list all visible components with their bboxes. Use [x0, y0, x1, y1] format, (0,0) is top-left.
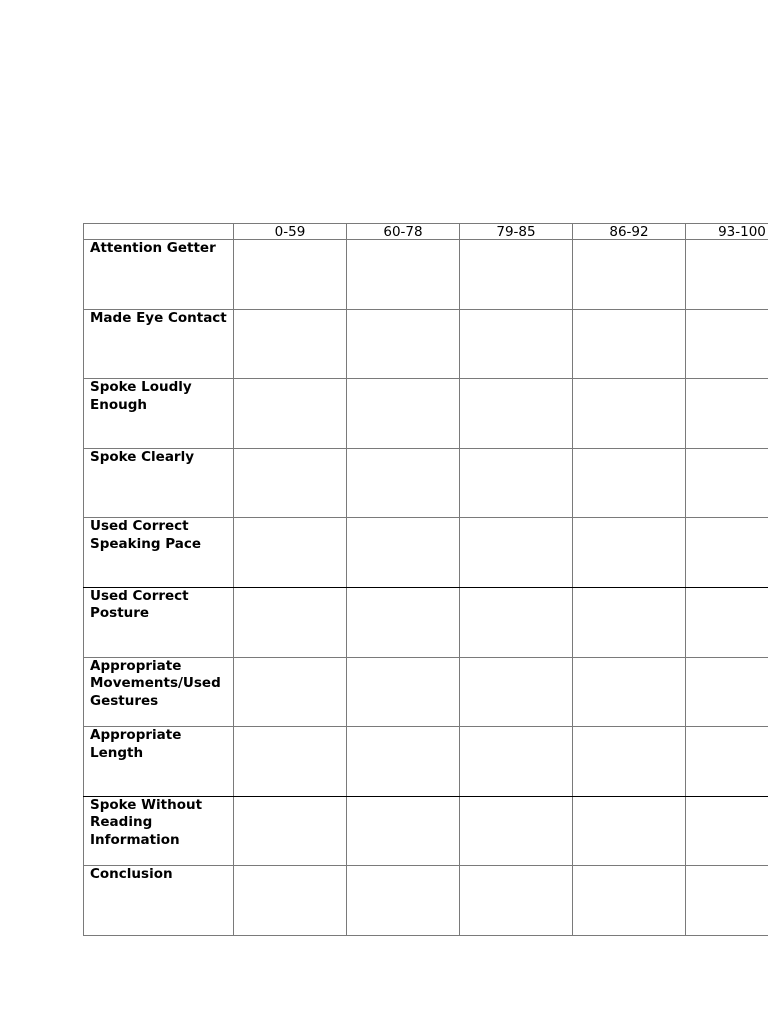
score-cell [573, 657, 686, 727]
score-cell [347, 309, 460, 379]
score-cell [573, 587, 686, 657]
score-column-header: 79-85 [460, 224, 573, 240]
score-cell [686, 518, 768, 588]
score-column-header: 60-78 [347, 224, 460, 240]
score-cell [234, 727, 347, 797]
score-cell [347, 657, 460, 727]
score-cell [686, 866, 768, 936]
score-cell [573, 866, 686, 936]
criterion-row [84, 309, 768, 379]
score-cell [234, 866, 347, 936]
criterion-row [84, 518, 768, 588]
score-cell [460, 796, 573, 866]
score-column-header: 86-92 [573, 224, 686, 240]
rubric-table [83, 223, 768, 936]
score-cell [460, 448, 573, 518]
score-cell [234, 240, 347, 310]
score-cell [686, 727, 768, 797]
criterion-label: Spoke Loudly Enough [84, 379, 234, 449]
criterion-label: Used Correct Posture [84, 587, 234, 657]
score-cell [347, 796, 460, 866]
score-cell [686, 657, 768, 727]
criterion-label: Made Eye Contact [84, 309, 234, 379]
score-cell [460, 518, 573, 588]
score-cell [460, 657, 573, 727]
score-column-header: 93-100 [686, 224, 768, 240]
criterion-row [84, 727, 768, 797]
score-cell [347, 240, 460, 310]
score-column-header: 0-59 [234, 224, 347, 240]
score-cell [573, 727, 686, 797]
score-cell [573, 796, 686, 866]
criterion-label: Spoke Without Reading Information [84, 796, 234, 866]
score-cell [686, 240, 768, 310]
criterion-row [84, 240, 768, 310]
criterion-label: Appropriate Length [84, 727, 234, 797]
criterion-row [84, 587, 768, 657]
criterion-label: Spoke Clearly [84, 448, 234, 518]
score-cell [460, 379, 573, 449]
criterion-row [84, 657, 768, 727]
criterion-row [84, 448, 768, 518]
score-cell [573, 309, 686, 379]
score-cell [460, 587, 573, 657]
score-cell [234, 587, 347, 657]
criterion-label: Used Correct Speaking Pace [84, 518, 234, 588]
score-cell [686, 379, 768, 449]
score-cell [573, 240, 686, 310]
score-cell [234, 448, 347, 518]
score-cell [347, 448, 460, 518]
score-cell [234, 657, 347, 727]
score-cell [573, 379, 686, 449]
criterion-label: Attention Getter [84, 240, 234, 310]
score-cell [686, 309, 768, 379]
criterion-row [84, 379, 768, 449]
score-cell [347, 587, 460, 657]
criterion-label: Appropriate Movements/Used Gestures [84, 657, 234, 727]
score-cell [460, 727, 573, 797]
score-cell [347, 727, 460, 797]
score-cell [573, 448, 686, 518]
score-cell [686, 796, 768, 866]
score-cell [460, 240, 573, 310]
score-cell [686, 448, 768, 518]
criterion-row [84, 866, 768, 936]
header-row [84, 224, 768, 240]
score-cell [234, 518, 347, 588]
score-cell [234, 309, 347, 379]
score-cell [573, 518, 686, 588]
score-cell [234, 379, 347, 449]
score-cell [347, 518, 460, 588]
score-cell [460, 309, 573, 379]
criterion-label: Conclusion [84, 866, 234, 936]
criterion-row [84, 796, 768, 866]
score-cell [347, 866, 460, 936]
score-cell [234, 796, 347, 866]
corner-cell [84, 224, 234, 240]
score-cell [347, 379, 460, 449]
score-cell [460, 866, 573, 936]
score-cell [686, 587, 768, 657]
